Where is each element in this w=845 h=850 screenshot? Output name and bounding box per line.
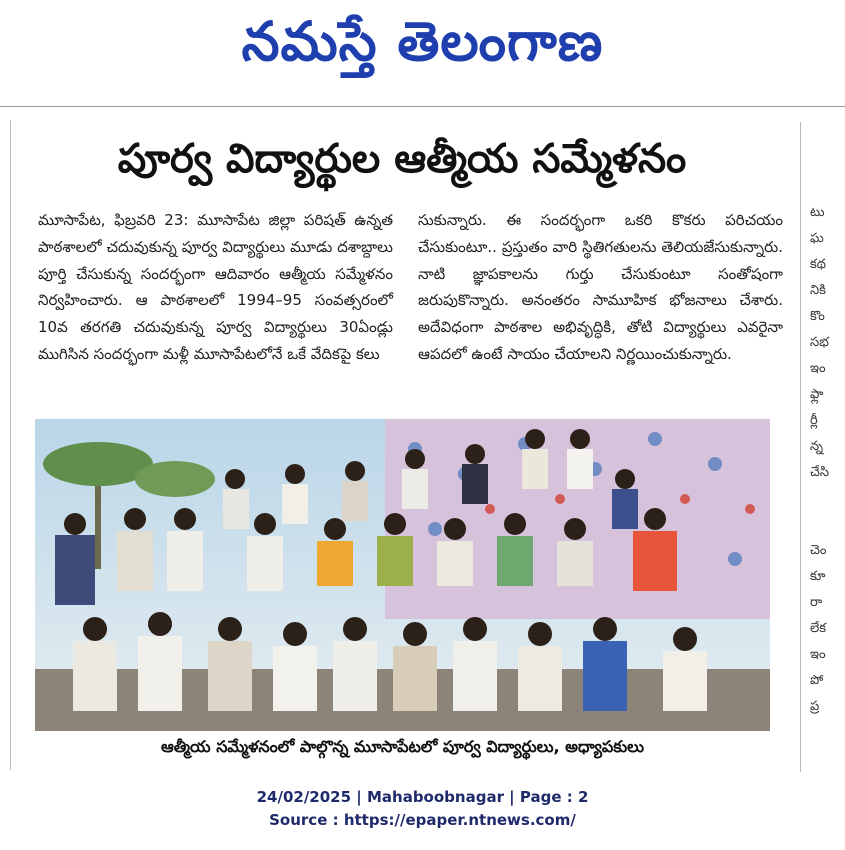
article-body-right: సుకున్నారు. ఈ సందర్భంగా ఒకరి కొకరు పరిచయం చేసుకుంటూ.. ప్రస్తుతం వారి స్థితిగతులను తెలియజేసుకున్నారు. నాటి జ్ఞాపకాలను గుర్తు చేసుకుంటూ సంతోషంగా జరుపుకొన్నారు. అనంతరం సామూహిక భోజనాలు చేశారు. అదేవిధంగా పాఠశాల అభివృద్ధికి, తోటి విద్యార్థులు ఎవరైనా ఆపదలో ఉంటే సాయం చేయాలని నిర్ణయించుకున్నారు. [418, 211, 783, 363]
clipping-left-border [10, 120, 11, 770]
fragment-line: సభ [810, 335, 829, 350]
edition-info: 24/02/2025 | Mahaboobnagar | Page : 2 [256, 788, 589, 806]
article-headline: పూర్వ విద్యార్థుల ఆత్మీయ సమ్మేళనం [117, 136, 687, 182]
masthead [0, 0, 845, 100]
fragment-line: కొం [810, 309, 825, 324]
source-link[interactable]: Source : https://epaper.ntnews.com/ [269, 811, 576, 829]
fragment-line: చెం [810, 543, 827, 558]
fragment-line: పో [810, 673, 824, 688]
adjacent-article-fragment [810, 200, 845, 770]
article-column-right [418, 207, 783, 368]
group-photo-illustration [35, 419, 770, 731]
page-footer [0, 786, 845, 832]
fragment-line: ఇం [810, 647, 826, 662]
fragment-line: రా [810, 595, 823, 610]
fragment-line: కథ [810, 257, 826, 272]
fragment-line: చేసి [810, 465, 830, 480]
article-body-left: మూసాపేట, ఫిబ్రవరి 23: మూసాపేట జిల్లా పరిషత్ ఉన్నత పాఠశాలలో చదువుకున్న పూర్వ విద్యార్థులు మూడు దశాబ్దాలు పూర్తి చేసుకున్న సందర్భంగా ఆదివారం ఆత్మీయ సమ్మేళనం నిర్వహించారు. ఆ పాఠశాలలో 1994–95 సంవత్సరంలో 10వ తరగతి చదువుకున్న పూర్వ విద్యార్థులు 30ఏండ్లు ముగిసిన సందర్భంగా మళ్లీ మూసాపేటలోనే ఒకే వేదికపై కలు [38, 211, 393, 363]
group-photo [35, 419, 770, 731]
fragment-line: నికి [810, 283, 826, 298]
masthead-divider [0, 106, 845, 107]
fragment-line: న్న [810, 439, 823, 454]
fragment-line: టు [810, 205, 825, 220]
fragment-line: ఘ [810, 231, 824, 246]
column-divider [800, 122, 801, 772]
fragment-line: ప్ర [810, 699, 820, 714]
fragment-line: ర్లీ [810, 413, 818, 428]
fragment-line: లేక [810, 621, 827, 636]
fragment-line: ఇం [810, 361, 826, 376]
photo-caption: ఆత్మీయ సమ్మేళనంలో పాల్గొన్న మూసాపేటలో పూర్వ విద్యార్థులు, అధ్యాపకులు [160, 737, 645, 756]
fragment-line: ఫ్లా [810, 387, 824, 402]
fragment-line [810, 512, 845, 538]
fragment-line: కూ [810, 569, 826, 584]
article-column-left [38, 207, 393, 368]
newspaper-logo-title: నమస్తే తెలంగాణ [241, 10, 604, 73]
fragment-line [810, 486, 845, 512]
